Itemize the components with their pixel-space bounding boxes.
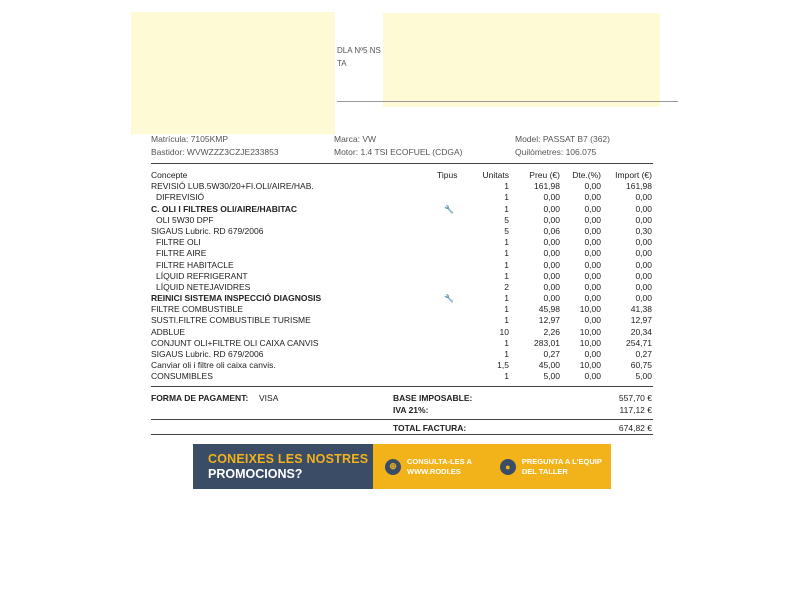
- wrench-icon: 🔧: [444, 294, 454, 304]
- cell-pre: 0,00: [543, 281, 560, 292]
- cell-desc: LÍQUID NETEJAVIDRES: [156, 281, 251, 292]
- cell-pre: 0,06: [543, 225, 560, 236]
- cell-desc: FILTRE AIRE: [156, 248, 207, 259]
- web-icon: ⊕: [385, 459, 401, 475]
- payment-label: FORMA DE PAGAMENT:: [151, 393, 249, 403]
- cell-uni: 5: [504, 214, 509, 225]
- cell-imp: 20,34: [630, 326, 652, 337]
- bastidor: Bastidor: WVWZZZ3CZJE233853: [151, 147, 279, 157]
- cell-uni: 1: [504, 337, 509, 348]
- cell-desc: REINICI SISTEMA INSPECCIÓ DIAGNOSIS: [151, 293, 322, 304]
- cell-imp: 60,75: [630, 360, 652, 371]
- cell-dte: 10,00: [579, 326, 601, 337]
- base-value: 557,70 €: [618, 393, 652, 403]
- cell-imp: 0,30: [635, 225, 652, 236]
- cell-uni: 1: [504, 315, 509, 326]
- table-bottom-rule: [151, 386, 653, 387]
- cell-uni: 1: [504, 192, 509, 203]
- cell-imp: 0,00: [635, 203, 652, 214]
- cell-desc: SIGAUS Lubric. RD 679/2006: [151, 349, 264, 359]
- cell-pre: 0,00: [543, 214, 560, 225]
- cell-desc: OLI 5W30 DPF: [156, 214, 214, 225]
- table-row: [151, 304, 653, 315]
- cell-dte: 0,00: [584, 259, 601, 270]
- redaction-note-right: [383, 13, 660, 107]
- cell-dte: 0,00: [584, 192, 601, 203]
- cell-dte: 0,00: [584, 181, 601, 192]
- model: Model: PASSAT B7 (362): [515, 134, 610, 144]
- cell-pre: 12,97: [538, 315, 560, 326]
- cell-dte: 0,00: [584, 293, 601, 304]
- cell-pre: 0,00: [543, 203, 560, 214]
- motor: Motor: 1.4 TSI ECOFUEL (CDGA): [334, 147, 463, 157]
- cell-uni: 1: [504, 181, 509, 192]
- cell-imp: 5,00: [635, 371, 652, 382]
- header-fragment: DLA Nº5 NS: [337, 46, 381, 55]
- table-row: [151, 260, 653, 271]
- cell-pre: 161,98: [534, 181, 560, 192]
- payment-method: VISA: [259, 393, 279, 403]
- cell-desc: SUSTI.FILTRE COMBUSTIBLE TURISME: [151, 315, 311, 326]
- table-row: [151, 204, 653, 215]
- cta2-line2: DEL TALLER: [521, 466, 568, 476]
- table-row: [151, 271, 653, 282]
- cell-dte: 10,00: [579, 360, 601, 371]
- promo-ctas: [373, 444, 611, 489]
- cell-uni: 1: [504, 304, 509, 315]
- promo-line1: CONEIXES LES NOSTRES: [208, 452, 369, 466]
- table-row: [151, 226, 653, 237]
- cell-uni: 1: [504, 237, 509, 248]
- cell-desc: SIGAUS Lubric. RD 679/2006: [151, 225, 264, 236]
- cell-desc: REVISIÓ LUB.5W30/20+FI.OLI/AIRE/HAB.: [151, 181, 314, 192]
- iva-label: IVA 21%:: [393, 405, 429, 415]
- cell-pre: 45,98: [538, 304, 560, 315]
- table-row: [151, 293, 653, 304]
- redaction-note-left: [131, 12, 335, 134]
- table-row: [151, 315, 653, 326]
- cell-uni: 1,5: [497, 360, 509, 371]
- person-icon: ●: [500, 459, 516, 475]
- table-row: [151, 282, 653, 293]
- cell-imp: 41,38: [630, 304, 652, 315]
- cell-dte: 0,00: [584, 248, 601, 259]
- cell-uni: 1: [504, 203, 509, 214]
- cell-imp: 0,00: [635, 281, 652, 292]
- promo-banner[interactable]: [193, 444, 611, 489]
- cell-desc: CONJUNT OLI+FILTRE OLI CAIXA CANVIS: [151, 337, 319, 348]
- total-label: TOTAL FACTURA:: [393, 423, 467, 433]
- table-row: [151, 338, 653, 349]
- table-header: [151, 170, 653, 181]
- cell-imp: 0,00: [635, 237, 652, 248]
- cell-dte: 0,00: [584, 349, 601, 359]
- cta1-line1: CONSULTA-LES A: [407, 456, 472, 466]
- table-row: [151, 237, 653, 248]
- cell-uni: 1: [504, 371, 509, 382]
- cell-imp: 0,27: [635, 349, 652, 359]
- promo-headline: [193, 444, 373, 489]
- cell-dte: 0,00: [584, 281, 601, 292]
- col-concepte: Concepte: [151, 170, 188, 180]
- cell-desc: C. OLI I FILTRES OLI/AIRE/HABITAC: [151, 203, 298, 214]
- table-body: [151, 181, 653, 382]
- cell-dte: 0,00: [584, 237, 601, 248]
- cell-imp: 0,00: [635, 248, 652, 259]
- col-import: Import (€): [615, 170, 652, 180]
- cta1-line2: WWW.RODI.ES: [407, 466, 461, 476]
- cell-desc: FILTRE OLI: [156, 237, 201, 248]
- cell-imp: 254,71: [626, 337, 652, 348]
- promo-line2: PROMOCIONS?: [208, 467, 303, 481]
- cell-uni: 5: [504, 225, 509, 236]
- iva-value: 117,12 €: [619, 405, 652, 415]
- col-dte: Dte.(%): [572, 170, 601, 180]
- cell-dte: 10,00: [579, 337, 601, 348]
- cell-pre: 45,00: [538, 360, 560, 371]
- table-row: [151, 192, 653, 203]
- cell-dte: 0,00: [584, 214, 601, 225]
- cell-pre: 0,00: [543, 259, 560, 270]
- table-row: [151, 215, 653, 226]
- header-fragment: TA: [337, 59, 347, 68]
- cell-pre: 0,00: [543, 270, 560, 281]
- cell-desc: CONSUMIBLES: [151, 371, 213, 382]
- cell-pre: 0,27: [543, 349, 560, 359]
- cell-desc: Canviar oli i filtre oli caixa canvis.: [151, 360, 276, 371]
- marca: Marca: VW: [334, 134, 377, 144]
- cell-dte: 0,00: [584, 371, 601, 382]
- wrench-icon: 🔧: [444, 204, 454, 214]
- quilometres: Quilòmetres: 106.075: [515, 147, 597, 157]
- cell-imp: 0,00: [635, 293, 652, 304]
- cell-uni: 1: [504, 259, 509, 270]
- header-divider: [337, 101, 678, 102]
- base-label: BASE IMPOSABLE:: [393, 393, 473, 403]
- cell-pre: 0,00: [543, 293, 560, 304]
- cell-pre: 5,00: [543, 371, 560, 382]
- cell-imp: 0,00: [635, 214, 652, 225]
- cell-pre: 283,01: [534, 337, 560, 348]
- cell-uni: 1: [504, 293, 509, 304]
- invoice-lines: [151, 170, 653, 383]
- cell-dte: 0,00: [584, 225, 601, 236]
- promo-web-cta[interactable]: [385, 457, 472, 477]
- cell-dte: 0,00: [584, 203, 601, 214]
- table-top-rule: [151, 163, 653, 164]
- cell-dte: 0,00: [584, 315, 601, 326]
- cell-imp: 0,00: [635, 270, 652, 281]
- cell-desc: ADBLUE: [151, 326, 186, 337]
- table-row: [151, 181, 653, 192]
- cell-imp: 0,00: [635, 259, 652, 270]
- table-row: [151, 349, 653, 360]
- cell-dte: 10,00: [579, 304, 601, 315]
- cta2-line1: PREGUNTA A L'EQUIP: [521, 456, 602, 466]
- table-row: [151, 371, 653, 382]
- cell-dte: 0,00: [584, 270, 601, 281]
- total-rule: [151, 434, 653, 435]
- promo-workshop-cta[interactable]: [500, 457, 602, 477]
- cell-pre: 0,00: [543, 248, 560, 259]
- cell-desc: LÍQUID REFRIGERANT: [156, 270, 248, 281]
- table-row: [151, 248, 653, 259]
- cell-imp: 12,97: [630, 315, 652, 326]
- cell-desc: FILTRE HABITACLE: [156, 259, 234, 270]
- table-row: [151, 360, 653, 371]
- summary-rule: [151, 419, 653, 420]
- cell-pre: 0,00: [543, 237, 560, 248]
- col-preu: Preu (€): [529, 170, 560, 180]
- cell-uni: 10: [499, 326, 509, 337]
- cell-uni: 2: [504, 281, 509, 292]
- matricula: Matrícula: 7105KMP: [151, 134, 229, 144]
- cell-imp: 161,98: [626, 181, 652, 192]
- cell-imp: 0,00: [635, 192, 652, 203]
- cell-uni: 1: [504, 248, 509, 259]
- cell-uni: 1: [504, 349, 509, 359]
- table-row: [151, 327, 653, 338]
- col-unitats: Unitats: [482, 170, 509, 180]
- cell-pre: 0,00: [543, 192, 560, 203]
- col-tipus: Tipus: [437, 170, 458, 180]
- cell-desc: DIFREVISIÓ: [156, 192, 205, 203]
- cell-pre: 2,26: [543, 326, 560, 337]
- cell-uni: 1: [504, 270, 509, 281]
- total-value: 674,82 €: [618, 423, 652, 433]
- cell-desc: FILTRE COMBUSTIBLE: [151, 304, 243, 315]
